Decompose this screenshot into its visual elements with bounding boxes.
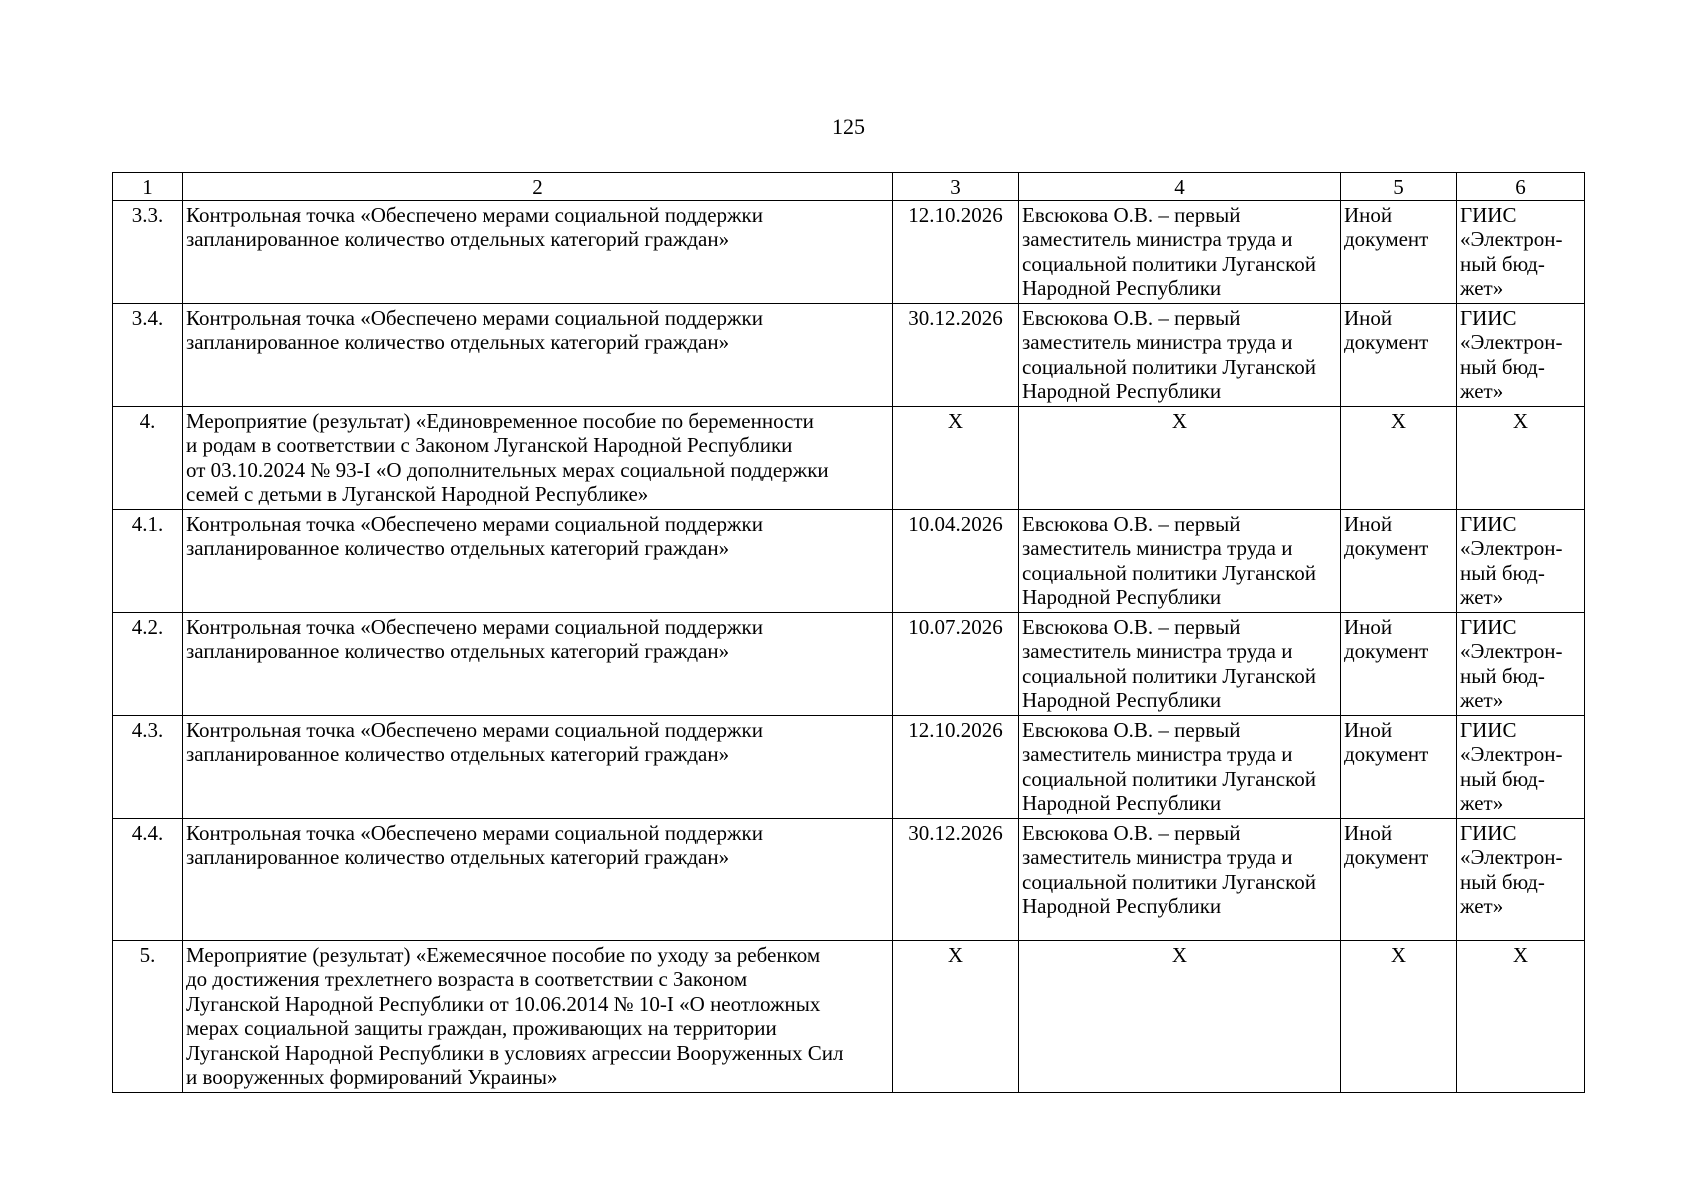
row-date: 30.12.2026 [893,818,1019,940]
row-description [183,303,893,406]
row-responsible-line: социальной политики Луганской [1022,251,1316,276]
column-header: 3 [893,173,1019,201]
row-document-type-line: Иной [1344,614,1393,639]
row-document-type [1341,940,1457,1092]
row-date: X [893,940,1019,1092]
row-responsible [1019,715,1341,818]
row-description-line: запланированное количество отдельных категорий граждан» [186,639,730,663]
row-information-system-line: жет» [1460,791,1504,815]
row-responsible [1019,612,1341,715]
row-information-system-line: жет» [1460,585,1504,609]
row-description-line: Контрольная точка «Обеспечено мерами социальной поддержки [186,305,763,330]
row-information-system-line: ный бюд- [1460,251,1545,276]
row-responsible-line: социальной политики Луганской [1022,663,1316,688]
row-description-line: мерах социальной защиты граждан, проживающих на территории [186,1016,777,1040]
row-information-system-line: ный бюд- [1460,560,1545,585]
row-information-system-line: жет» [1460,894,1504,918]
row-document-type-line: Иной [1344,820,1393,845]
row-description [183,715,893,818]
row-information-system-line: ГИИС [1460,614,1517,639]
row-document-type [1341,612,1457,715]
row-information-system-line: «Электрон- [1460,639,1563,663]
row-information-system [1457,715,1585,818]
row-number: 4.1. [113,509,183,612]
row-description-line: до достижения трехлетнего возраста в соответствии с Законом [186,967,748,991]
column-header: 5 [1341,173,1457,201]
row-information-system [1457,200,1585,303]
row-responsible-line: Евсюкова О.В. – первый [1022,820,1241,845]
column-header: 6 [1457,173,1585,201]
row-date: 30.12.2026 [893,303,1019,406]
row-document-type [1341,509,1457,612]
row-document-type-line: Иной [1344,511,1393,536]
row-information-system-line: ГИИС [1460,820,1517,845]
row-responsible-line: заместитель министра труда и [1022,330,1293,354]
row-responsible-line: заместитель министра труда и [1022,639,1293,663]
row-document-type [1341,818,1457,940]
row-date: 10.07.2026 [893,612,1019,715]
row-description-line: от 03.10.2024 № 93-I «О дополнительных мерах социальной поддержки [186,457,829,482]
row-description-line: запланированное количество отдельных категорий граждан» [186,227,730,251]
activities-table [112,172,1585,1093]
row-responsible-line: заместитель министра труда и [1022,742,1293,766]
row-number: 4.3. [113,715,183,818]
row-document-type-line: документ [1344,330,1429,354]
row-information-system-line: ный бюд- [1460,663,1545,688]
row-information-system-line: ный бюд- [1460,354,1545,379]
row-description-line: семей с детьми в Луганской Народной Республике» [186,482,649,506]
row-number: 3.3. [113,200,183,303]
row-description [183,200,893,303]
row-document-type-line: документ [1344,536,1429,560]
row-responsible-line: социальной политики Луганской [1022,869,1316,894]
row-description-line: Мероприятие (результат) «Единовременное пособие по беременности [186,408,814,433]
row-information-system-line: «Электрон- [1460,845,1563,869]
row-responsible-line: социальной политики Луганской [1022,354,1316,379]
row-number: 3.4. [113,303,183,406]
row-document-type-line: Иной [1344,717,1393,742]
row-responsible-line: Народной Республики [1022,791,1222,815]
row-document-type-line: документ [1344,227,1429,251]
row-information-system [1457,406,1585,509]
column-header: 2 [183,173,893,201]
row-responsible-line: социальной политики Луганской [1022,766,1316,791]
row-document-type [1341,715,1457,818]
row-information-system-line: X [1512,408,1529,433]
row-document-type-line: Иной [1344,202,1393,227]
row-responsible-line: заместитель министра труда и [1022,227,1293,251]
table-row [113,715,1585,818]
row-description-line: Луганской Народной Республики в условиях агрессии Вооруженных Сил [186,1040,844,1065]
row-description [183,406,893,509]
row-description [183,509,893,612]
row-responsible-line: Народной Республики [1022,688,1222,712]
row-responsible-line: X [1171,408,1188,433]
row-responsible-line: Евсюкова О.В. – первый [1022,614,1241,639]
row-information-system [1457,818,1585,940]
row-responsible-line: социальной политики Луганской [1022,560,1316,585]
row-document-type-line: документ [1344,742,1429,766]
row-information-system-line: X [1512,942,1529,967]
row-description-line: Контрольная точка «Обеспечено мерами социальной поддержки [186,820,763,845]
row-responsible [1019,940,1341,1092]
row-responsible [1019,406,1341,509]
row-date: 10.04.2026 [893,509,1019,612]
row-information-system-line: ГИИС [1460,202,1517,227]
row-description-line: запланированное количество отдельных категорий граждан» [186,536,730,560]
row-number: 5. [113,940,183,1092]
row-information-system [1457,612,1585,715]
row-information-system [1457,303,1585,406]
row-description [183,612,893,715]
row-information-system-line: жет» [1460,276,1504,300]
row-document-type-line: документ [1344,845,1429,869]
row-document-type [1341,303,1457,406]
row-description-line: и родам в соответствии с Законом Луганской Народной Республики [186,433,793,457]
row-description-line: Контрольная точка «Обеспечено мерами социальной поддержки [186,717,763,742]
row-information-system-line: «Электрон- [1460,227,1563,251]
row-description-line: Луганской Народной Республики от 10.06.2014 № 10-I «О неотложных [186,991,821,1016]
row-responsible-line: Народной Республики [1022,276,1222,300]
row-responsible-line: Евсюкова О.В. – первый [1022,511,1241,536]
row-description-line: запланированное количество отдельных категорий граждан» [186,330,730,354]
row-information-system-line: жет» [1460,379,1504,403]
table-row [113,303,1585,406]
row-responsible-line: Народной Республики [1022,379,1222,403]
row-responsible-line: X [1171,942,1188,967]
row-responsible-line: Народной Республики [1022,894,1222,918]
row-description-line: запланированное количество отдельных категорий граждан» [186,845,730,869]
row-responsible [1019,303,1341,406]
row-description-line: Контрольная точка «Обеспечено мерами социальной поддержки [186,202,763,227]
row-information-system-line: ГИИС [1460,305,1517,330]
row-description-line: Контрольная точка «Обеспечено мерами социальной поддержки [186,614,763,639]
table-row [113,509,1585,612]
table-row [113,940,1585,1092]
row-document-type-line: Иной [1344,305,1393,330]
row-responsible-line: Евсюкова О.В. – первый [1022,202,1241,227]
page-number: 125 [832,114,865,139]
row-information-system-line: ГИИС [1460,511,1517,536]
row-information-system [1457,509,1585,612]
row-responsible-line: Евсюкова О.В. – первый [1022,717,1241,742]
row-description-line: Контрольная точка «Обеспечено мерами социальной поддержки [186,511,763,536]
column-header: 1 [113,173,183,201]
table-row [113,200,1585,303]
row-description-line: Мероприятие (результат) «Ежемесячное пособие по уходу за ребенком [186,942,821,967]
row-information-system-line: «Электрон- [1460,742,1563,766]
row-information-system-line: ГИИС [1460,717,1517,742]
row-information-system-line: ный бюд- [1460,766,1545,791]
row-description-line: и вооруженных формирований Украины» [186,1065,558,1089]
row-information-system-line: жет» [1460,688,1504,712]
row-number: 4.4. [113,818,183,940]
row-document-type-line: документ [1344,639,1429,663]
row-description [183,940,893,1092]
row-number: 4. [113,406,183,509]
row-document-type [1341,406,1457,509]
row-document-type-line: X [1390,408,1407,433]
row-date: 12.10.2026 [893,200,1019,303]
row-information-system-line: «Электрон- [1460,536,1563,560]
row-description-line: запланированное количество отдельных категорий граждан» [186,742,730,766]
table-row [113,612,1585,715]
row-number: 4.2. [113,612,183,715]
row-responsible-line: заместитель министра труда и [1022,536,1293,560]
row-document-type [1341,200,1457,303]
column-header: 4 [1019,173,1341,201]
table-row [113,818,1585,940]
row-date: X [893,406,1019,509]
row-responsible [1019,509,1341,612]
table-row [113,406,1585,509]
row-responsible [1019,818,1341,940]
row-date: 12.10.2026 [893,715,1019,818]
row-document-type-line: X [1390,942,1407,967]
row-information-system-line: «Электрон- [1460,330,1563,354]
row-responsible [1019,200,1341,303]
header-row [113,173,1585,201]
row-description [183,818,893,940]
row-information-system-line: ный бюд- [1460,869,1545,894]
row-information-system [1457,940,1585,1092]
row-responsible-line: Евсюкова О.В. – первый [1022,305,1241,330]
row-responsible-line: Народной Республики [1022,585,1222,609]
row-responsible-line: заместитель министра труда и [1022,845,1293,869]
